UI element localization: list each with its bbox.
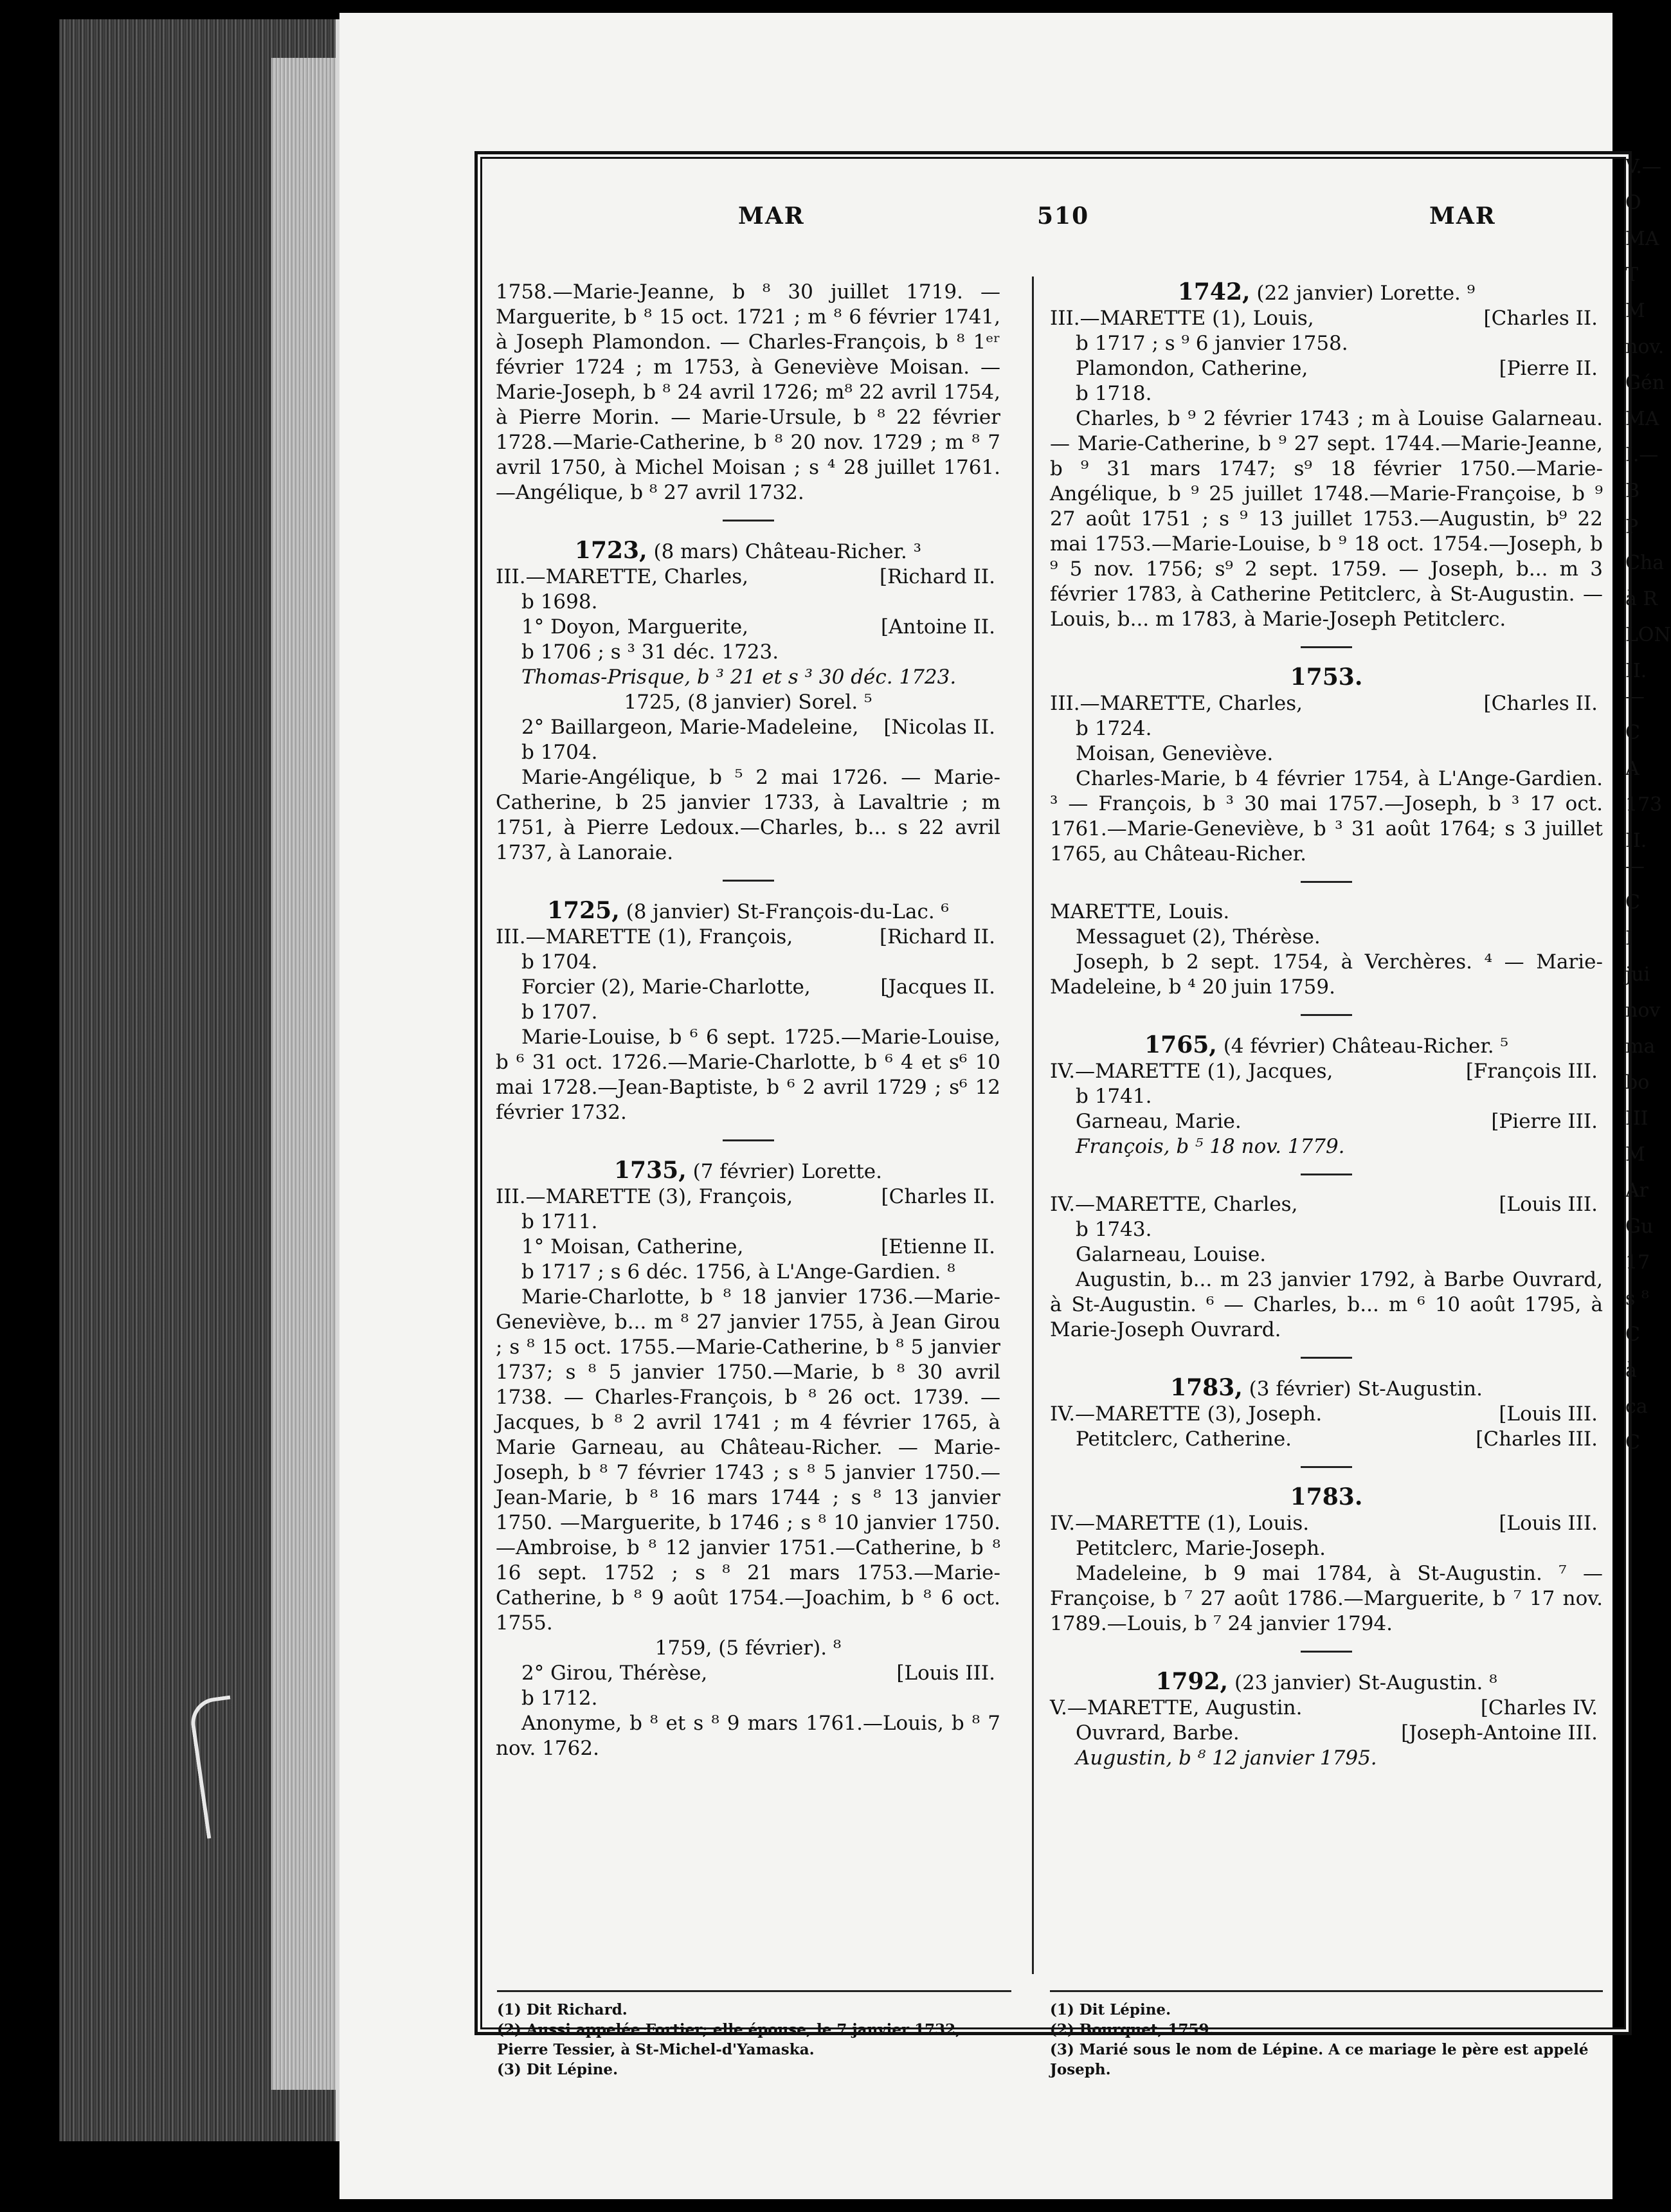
next-page-fragment: jui <box>1625 963 1650 986</box>
entry-line: b 1741. <box>1076 1085 1152 1108</box>
children: Augustin, b... m 23 janvier 1792, à Barbe Ouvrard, à St-Augustin. ⁶ — Charles, b... m ⁶ 10 août 1795, à Marie-Joseph Ouvrard. <box>1050 1268 1603 1341</box>
children: Marie-Charlotte, b ⁸ 18 janvier 1736.—Marie-Geneviève, b... m ⁸ 27 janvier 1755, à Jean Girou ; s ⁸ 15 oct. 1755.—Marie-Catherine, b ⁸ 5 janvier 1737; s ⁸ 5 janvier 1750.—Marie, b ⁸ 30 avril 1738. — Charles-François, b ⁸ 26 oct. 1739. — Jacques, b ⁸ 2 avril 1741 ; m 4 février 1765, à Marie Garneau, au Château-Richer. — Marie-Joseph, b ⁸ 7 février 1743 ; s ⁸ 5 janvier 1750.—Jean-Marie, b ⁸ 16 mars 1744 ; s ⁸ 13 janvier 1750. —Marguerite, b 1746 ; s ⁸ 10 janvier 1750.—Ambroise, b ⁸ 12 janvier 1751.—Catherine, b ⁸ 16 sept. 1752 ; s ⁸ 21 mars 1753.—Marie-Catherine, b ⁸ 9 août 1754.—Joachim, b ⁸ 6 oct. 1755. <box>496 1285 1000 1635</box>
wife-father: [Antoine II. <box>881 615 995 639</box>
next-page-fragment: II.— <box>1625 660 1647 708</box>
husband-father: [Louis III. <box>1499 1402 1598 1426</box>
entry-heading <box>1050 665 1603 691</box>
entry-line <box>1050 1192 1603 1217</box>
entry-line <box>1050 1059 1603 1084</box>
wife-father: [Jacques II. <box>880 975 995 999</box>
wife: 2° Girou, Thérèse, <box>521 1662 708 1685</box>
husband-father: [François III. <box>1465 1060 1598 1083</box>
entry-line <box>1050 1696 1603 1721</box>
rule <box>1301 1357 1352 1359</box>
next-page-fragment: M <box>1625 300 1645 322</box>
entry-line <box>496 715 1000 740</box>
entry-line: b 1704. <box>521 741 598 764</box>
next-page-fragment: Ar <box>1625 1179 1649 1202</box>
entry-heading <box>1050 280 1603 306</box>
children: Anonyme, b ⁸ et s ⁸ 9 mars 1761.—Louis, b ⁸ 7 nov. 1762. <box>496 1712 1000 1760</box>
children: Marie-Louise, b ⁶ 6 sept. 1725.—Marie-Louise, b ⁶ 31 oct. 1726.—Marie-Charlotte, b ⁶ 4 et s⁶ 10 mai 1728.—Jean-Baptiste, b ⁶ 2 avril 1729 ; s⁶ 12 février 1732. <box>496 1026 1000 1124</box>
wife-father: [Etienne II. <box>881 1235 995 1258</box>
entry-line: b 1707. <box>521 1001 598 1024</box>
entry-heading <box>1050 1669 1603 1696</box>
rule <box>1301 1651 1352 1653</box>
next-page-fragment: B <box>1625 480 1640 502</box>
husband: III.—MARETTE (1), François, <box>496 925 793 948</box>
children: Madeleine, b 9 mai 1784, à St-Augustin. ⁷ — Françoise, b ⁷ 27 août 1786.—Marguerite, b ⁷ 17 nov. 1789.—Louis, b ⁷ 24 janvier 1794. <box>1050 1562 1603 1635</box>
entry <box>1050 1485 1603 1636</box>
husband: III.—MARETTE (3), François, <box>496 1185 793 1208</box>
rule <box>1301 1014 1352 1016</box>
entry-place: (4 février) Château-Richer. ⁵ <box>1223 1035 1508 1058</box>
entry-line: b 1724. <box>1076 717 1152 740</box>
rule <box>1301 1466 1352 1468</box>
entry <box>1050 1669 1603 1771</box>
next-page-fragment: nov. <box>1625 336 1665 358</box>
wife-father: [Pierre II. <box>1499 357 1598 380</box>
entry-line <box>1050 1402 1603 1427</box>
entry-place: (22 janvier) Lorette. ⁹ <box>1256 282 1476 305</box>
wife: 2° Baillargeon, Marie-Madeleine, <box>521 716 859 739</box>
footnote: (2) Bourquet, 1759. <box>1050 2021 1215 2038</box>
next-page-fragment: 173 <box>1625 793 1663 816</box>
next-page-fragment: ca <box>1625 1395 1648 1418</box>
entry <box>496 538 1000 866</box>
entry-line <box>496 565 1000 590</box>
husband: III.—MARETTE, Charles, <box>496 565 748 588</box>
husband-father: [Louis III. <box>1499 1193 1598 1216</box>
page-header <box>478 203 1629 241</box>
wife: Forcier (2), Marie-Charlotte, <box>521 975 811 999</box>
footnote: (3) Marié sous le nom de Lépine. A ce mariage le père est appelé Joseph. <box>1050 2041 1589 2078</box>
entry-year: 1725, <box>547 897 620 924</box>
next-page-fragment: ma <box>1625 1035 1656 1058</box>
intro-paragraph: 1758.—Marie-Jeanne, b ⁸ 30 juillet 1719. — Marguerite, b ⁸ 15 oct. 1721 ; m ⁸ 6 février 1741, à Joseph Plamondon. — Charles-François, b ⁸ 1ᵉʳ février 1724 ; m 1753, à Geneviève Moisan. — Marie-Joseph, b ⁸ 24 avril 1726; m⁸ 22 avril 1754, à Pierre Morin. — Marie-Ursule, b ⁸ 22 février 1728.—Marie-Catherine, b ⁸ 20 nov. 1729 ; m ⁸ 7 avril 1750, à Michel Moisan ; s ⁴ 28 juillet 1761. —Angélique, b ⁸ 27 avril 1732. <box>496 280 1000 504</box>
entry-place: (3 février) St-Augustin. <box>1249 1377 1483 1401</box>
wife: Ouvrard, Barbe. <box>1076 1721 1240 1745</box>
entry <box>1050 900 1603 1000</box>
husband: IV.—MARETTE, Charles, <box>1050 1193 1298 1216</box>
husband-father: [Louis III. <box>1499 1512 1598 1535</box>
next-page-fragment: T <box>1625 264 1639 286</box>
next-page-fragment: A <box>1625 757 1639 780</box>
next-page-fragment: III <box>1625 1107 1648 1130</box>
husband-father: [Charles II. <box>1483 307 1598 330</box>
wife: Plamondon, Catherine, <box>1076 357 1308 380</box>
entry-year: 1783, <box>1170 1374 1243 1401</box>
next-page-fragment: MA <box>1625 408 1659 430</box>
entry-line: Moisan, Geneviève. <box>1076 742 1274 765</box>
entry-heading <box>1050 1033 1603 1059</box>
entry-line: b 1712. <box>521 1687 598 1710</box>
entry-place: (7 février) Lorette. <box>692 1160 882 1183</box>
next-page-fragment: II.— <box>1625 830 1647 878</box>
wife-father: [Pierre III. <box>1491 1110 1598 1133</box>
husband-father: [Richard II. <box>879 925 995 948</box>
entry-line: François, b ⁵ 18 nov. 1779. <box>1076 1135 1345 1158</box>
entry-year: 1783. <box>1290 1483 1363 1510</box>
children: Charles, b ⁹ 2 février 1743 ; m à Louise Galarneau. — Marie-Catherine, b ⁹ 27 sept. 1744.—Marie-Jeanne, b ⁹ 31 mars 1747; s⁹ 18 février 1750.—Marie-Angélique, b ⁹ 25 juillet 1748.—Marie-Françoise, b ⁹ 27 août 1751 ; s ⁹ 13 juillet 1753.—Augustin, b⁹ 22 mai 1753.—Marie-Louise, b ⁹ 18 oct. 1754.—Joseph, b ⁹ 5 nov. 1756; s⁹ 2 sept. 1759. — Joseph, b... m 3 février 1783, à Catherine Petitclerc, à St-Augustin. — Louis, b... m 1783, à Marie-Joseph Petitclerc. <box>1050 407 1603 631</box>
rule <box>723 880 774 882</box>
next-page-fragment: Cha <box>1625 552 1665 574</box>
next-page-fragment: à <box>1625 1359 1637 1382</box>
husband: IV.—MARETTE (1), Louis. <box>1050 1512 1310 1535</box>
wife: 1° Moisan, Catherine, <box>521 1235 744 1258</box>
header-right: MAR <box>1429 203 1496 230</box>
entry-line <box>496 1661 1000 1686</box>
next-page-fragment: C <box>1625 721 1640 744</box>
entry <box>496 898 1000 1125</box>
rule <box>723 1139 774 1141</box>
next-page-fragment: bo <box>1625 1071 1650 1094</box>
right-column <box>1050 280 1603 1771</box>
husband: V.—MARETTE, Augustin. <box>1050 1696 1303 1719</box>
entry-line <box>1050 1511 1603 1536</box>
footnotes-right <box>1050 2000 1603 2080</box>
page-number: 510 <box>1037 203 1090 230</box>
entry-line: Petitclerc, Marie-Joseph. <box>1076 1537 1326 1560</box>
next-page-fragment: MA <box>1625 228 1659 250</box>
entry-line: MARETTE, Louis. <box>1050 900 1230 923</box>
page <box>339 13 1671 2199</box>
wife-father: [Louis III. <box>896 1662 995 1685</box>
entry <box>1050 665 1603 867</box>
entry-year: 1723, <box>574 537 647 564</box>
entry-place: (23 janvier) St-Augustin. ⁸ <box>1234 1671 1497 1694</box>
entry-heading <box>1050 1375 1603 1402</box>
next-page-fragment: I <box>1625 927 1633 950</box>
next-page-fragment: Gu <box>1625 1215 1654 1238</box>
next-page-fragment: LON <box>1625 624 1671 646</box>
entry-line: Messaguet (2), Thérèse. <box>1076 925 1321 948</box>
entry-line: b 1717 ; s ⁹ 6 janvier 1758. <box>1076 332 1348 355</box>
entry-heading <box>496 1158 1000 1184</box>
wife: 1° Doyon, Marguerite, <box>521 615 749 639</box>
entry-heading <box>496 538 1000 565</box>
entry-line <box>496 925 1000 950</box>
children: Marie-Angélique, b ⁵ 2 mai 1726. — Marie-Catherine, b 25 janvier 1733, à Lavaltrie ; m 1751, à Pierre Ledoux.—Charles, b... s 22 avril 1737, à Lanoraie. <box>496 766 1000 864</box>
entry-line: Augustin, b ⁸ 12 janvier 1795. <box>1076 1746 1377 1770</box>
entry-line <box>1050 306 1603 331</box>
footnote: (3) Dit Lépine. <box>497 2061 619 2078</box>
wife: Garneau, Marie. <box>1076 1110 1242 1133</box>
footnote: (2) Aussi appelée Fortier; elle épouse, le 7 janvier 1732, Pierre Tessier, à St-Michel-d'Yamaska. <box>497 2021 961 2058</box>
next-page-fragment: M <box>1625 1143 1645 1166</box>
entry-line <box>496 1184 1000 1210</box>
entry-heading <box>1050 1485 1603 1511</box>
husband: III.—MARETTE (1), Louis, <box>1050 307 1314 330</box>
next-page-fragment: O <box>1625 192 1641 214</box>
left-column <box>496 280 1000 1761</box>
next-page-fragment: C <box>1625 1323 1640 1346</box>
entry-line <box>496 975 1000 1000</box>
rule <box>1301 1174 1352 1175</box>
rule <box>1301 646 1352 648</box>
next-page-fragment: C <box>1625 1431 1640 1454</box>
entry-year: 1792, <box>1155 1668 1229 1695</box>
entry-line <box>1050 356 1603 381</box>
book-edge <box>59 19 339 2141</box>
footnotes-left <box>497 2000 1011 2080</box>
entry-line: 1725, (8 janvier) Sorel. ⁵ <box>624 691 872 714</box>
next-page-fragment: P <box>1625 516 1639 538</box>
wife: Petitclerc, Catherine. <box>1076 1428 1292 1451</box>
husband-father: [Richard II. <box>879 565 995 588</box>
husband: IV.—MARETTE (1), Jacques, <box>1050 1060 1333 1083</box>
next-page-fragment: I.— <box>1625 444 1659 466</box>
next-page-fragment: à R <box>1625 588 1658 610</box>
footnote: (1) Dit Lépine. <box>1050 2001 1171 2018</box>
next-page-fragment: nov <box>1625 999 1661 1022</box>
entry-line: b 1698. <box>521 590 598 613</box>
entry-line: b 1717 ; s 6 déc. 1756, à L'Ange-Gardien. ⁸ <box>521 1260 955 1283</box>
entry-line <box>1050 691 1603 716</box>
entry-year: 1753. <box>1290 664 1363 691</box>
rule <box>1301 881 1352 883</box>
entry <box>496 1158 1000 1761</box>
entry-line <box>1050 1721 1603 1746</box>
edge-mark <box>188 1695 249 1838</box>
wife-father: [Joseph-Antoine III. <box>1401 1721 1598 1745</box>
entry-place: (8 janvier) St-François-du-Lac. ⁶ <box>626 900 949 923</box>
footnote-rule <box>497 1990 1011 1992</box>
entry-line: b 1704. <box>521 950 598 974</box>
next-page-fragment: C <box>1625 891 1640 914</box>
entry <box>1050 1192 1603 1343</box>
husband-father: [Charles II. <box>881 1185 995 1208</box>
children: Charles-Marie, b 4 février 1754, à L'Ange-Gardien. ³ — François, b ³ 30 mai 1757.—Joseph, b ³ 17 oct. 1761.—Marie-Geneviève, b ³ 31 août 1764; s 3 juillet 1765, au Château-Richer. <box>1050 767 1603 866</box>
entry <box>1050 1033 1603 1159</box>
entry-line <box>496 615 1000 640</box>
next-page-fragment: 17 <box>1625 1251 1650 1274</box>
column-divider <box>1032 276 1034 1974</box>
husband: IV.—MARETTE (3), Joseph. <box>1050 1402 1323 1426</box>
footnote: (1) Dit Richard. <box>497 2001 628 2018</box>
next-page-fragment: s ⁸ <box>1625 1287 1649 1310</box>
header-left: MAR <box>738 203 805 230</box>
entry-line: 1759, (5 février). ⁸ <box>655 1636 842 1660</box>
wife-father: [Charles III. <box>1476 1428 1598 1451</box>
husband-father: [Charles II. <box>1483 692 1598 715</box>
husband: III.—MARETTE, Charles, <box>1050 692 1303 715</box>
children: Joseph, b 2 sept. 1754, à Verchères. ⁴ — Marie-Madeleine, b ⁴ 20 juin 1759. <box>1050 950 1603 999</box>
entry-year: 1765, <box>1144 1031 1217 1058</box>
entry-line: b 1706 ; s ³ 31 déc. 1723. <box>521 640 779 664</box>
entry-line: Galarneau, Louise. <box>1076 1243 1267 1266</box>
entry-line <box>1050 1109 1603 1134</box>
page-frame <box>474 151 1632 2078</box>
next-page-fragment: Gén <box>1625 372 1665 394</box>
page-stack <box>271 58 336 2090</box>
footnote-rule <box>1050 1990 1603 1992</box>
entry-place: (8 mars) Château-Richer. ³ <box>653 540 922 563</box>
entry-heading <box>496 898 1000 925</box>
entry-line: Thomas-Prisque, b ³ 21 et s ³ 30 déc. 1723. <box>521 666 957 689</box>
entry-year: 1735, <box>614 1157 687 1184</box>
entry-line <box>1050 1427 1603 1452</box>
entry <box>1050 280 1603 632</box>
rule <box>723 520 774 521</box>
wife-father: [Nicolas II. <box>883 716 995 739</box>
next-page-fragment: V.— <box>1625 156 1661 178</box>
entry-line: b 1711. <box>521 1210 598 1233</box>
entry <box>1050 1375 1603 1452</box>
husband-father: [Charles IV. <box>1480 1696 1598 1719</box>
next-page-edge <box>1625 154 1671 1466</box>
entry-line: b 1743. <box>1076 1218 1152 1241</box>
entry-line: b 1718. <box>1076 382 1152 405</box>
entry-year: 1742, <box>1177 278 1251 305</box>
entry-line <box>496 1235 1000 1260</box>
